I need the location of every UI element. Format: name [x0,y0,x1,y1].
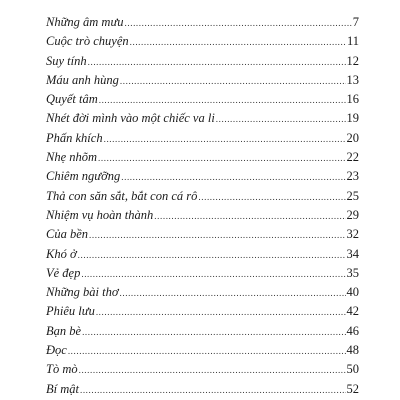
entry-title: Cuộc trò chuyện [46,34,129,49]
entry-page-number: 23 [346,169,359,184]
dot-leader [99,91,346,110]
dot-leader [80,381,346,400]
entry-page-number: 20 [346,130,359,145]
dot-leader [121,168,345,187]
entry-page-number: 42 [346,304,359,319]
entry-title: Nhét đời mình vào một chiếc va li [46,111,215,126]
dot-leader [96,303,346,322]
toc-entry[interactable] [46,52,359,71]
entry-title: Quyết tâm [46,92,98,107]
table-of-contents [46,13,359,399]
entry-title: Tò mò [46,362,78,377]
entry-page-number: 7 [352,15,359,29]
entry-page-number: 32 [346,227,359,242]
entry-title: Máu anh hùng [46,72,119,87]
entry-title: Bạn bè [46,323,82,338]
entry-title: Phiêu lưu [46,304,95,319]
toc-entry[interactable] [46,380,359,399]
entry-title: Khó ở [46,246,77,261]
entry-title: Nhẹ nhõm [46,150,98,165]
dot-leader [120,72,346,91]
dot-leader [125,14,352,33]
entry-title: Thả con săn sắt, bắt con cá rô [46,188,198,203]
dot-leader [216,110,346,129]
entry-title: Vẻ đẹp [46,265,81,280]
entry-page-number: 34 [346,246,359,261]
toc-entry[interactable] [46,90,359,109]
toc-entry[interactable] [46,167,359,186]
dot-leader [88,53,346,72]
dot-leader [68,342,346,361]
toc-entry[interactable] [46,360,359,379]
entry-page-number: 11 [346,34,359,49]
entry-page-number: 22 [346,150,359,165]
toc-entry[interactable] [46,302,359,321]
entry-page-number: 19 [346,111,359,126]
entry-page-number: 48 [346,343,359,358]
entry-title: Suy tính [46,53,87,68]
toc-entry[interactable] [46,283,359,302]
entry-page-number: 40 [346,285,359,300]
entry-page-number: 25 [346,188,359,203]
entry-page-number: 46 [346,323,359,338]
toc-entry[interactable] [46,187,359,206]
toc-entry[interactable] [46,109,359,128]
toc-entry[interactable] [46,264,359,283]
entry-title: Bí mật [46,381,79,396]
entry-title: Những âm mưu [46,15,124,29]
entry-title: Nhiệm vụ hoàn thành [46,207,154,222]
entry-page-number: 13 [346,72,359,87]
dot-leader [130,33,346,52]
entry-page-number: 50 [346,362,359,377]
toc-entry[interactable] [46,71,359,90]
toc-entry[interactable] [46,322,359,341]
entry-title: Chiêm ngưỡng [46,169,121,184]
toc-entry[interactable] [46,341,359,360]
entry-page-number: 35 [346,265,359,280]
toc-entry[interactable] [46,225,359,244]
entry-page-number: 16 [346,92,359,107]
dot-leader [89,226,345,245]
entry-page-number: 12 [346,53,359,68]
dot-leader [104,130,346,149]
dot-leader [78,246,346,265]
dot-leader [198,188,345,207]
entry-page-number: 29 [346,207,359,222]
dot-leader [79,361,346,380]
dot-leader [154,207,345,226]
toc-entry[interactable] [46,148,359,167]
toc-entry[interactable] [46,129,359,148]
entry-title: Những bài thơ [46,285,119,300]
toc-entry[interactable] [46,32,359,51]
dot-leader [82,323,345,342]
toc-entry[interactable] [46,13,359,32]
entry-title: Đọc [46,343,67,358]
entry-title: Của bền [46,227,89,242]
dot-leader [120,284,346,303]
entry-page-number: 52 [346,381,359,396]
entry-title: Phấn khích [46,130,103,145]
dot-leader [81,265,345,284]
toc-entry[interactable] [46,245,359,264]
dot-leader [98,149,345,168]
toc-entry[interactable] [46,206,359,225]
